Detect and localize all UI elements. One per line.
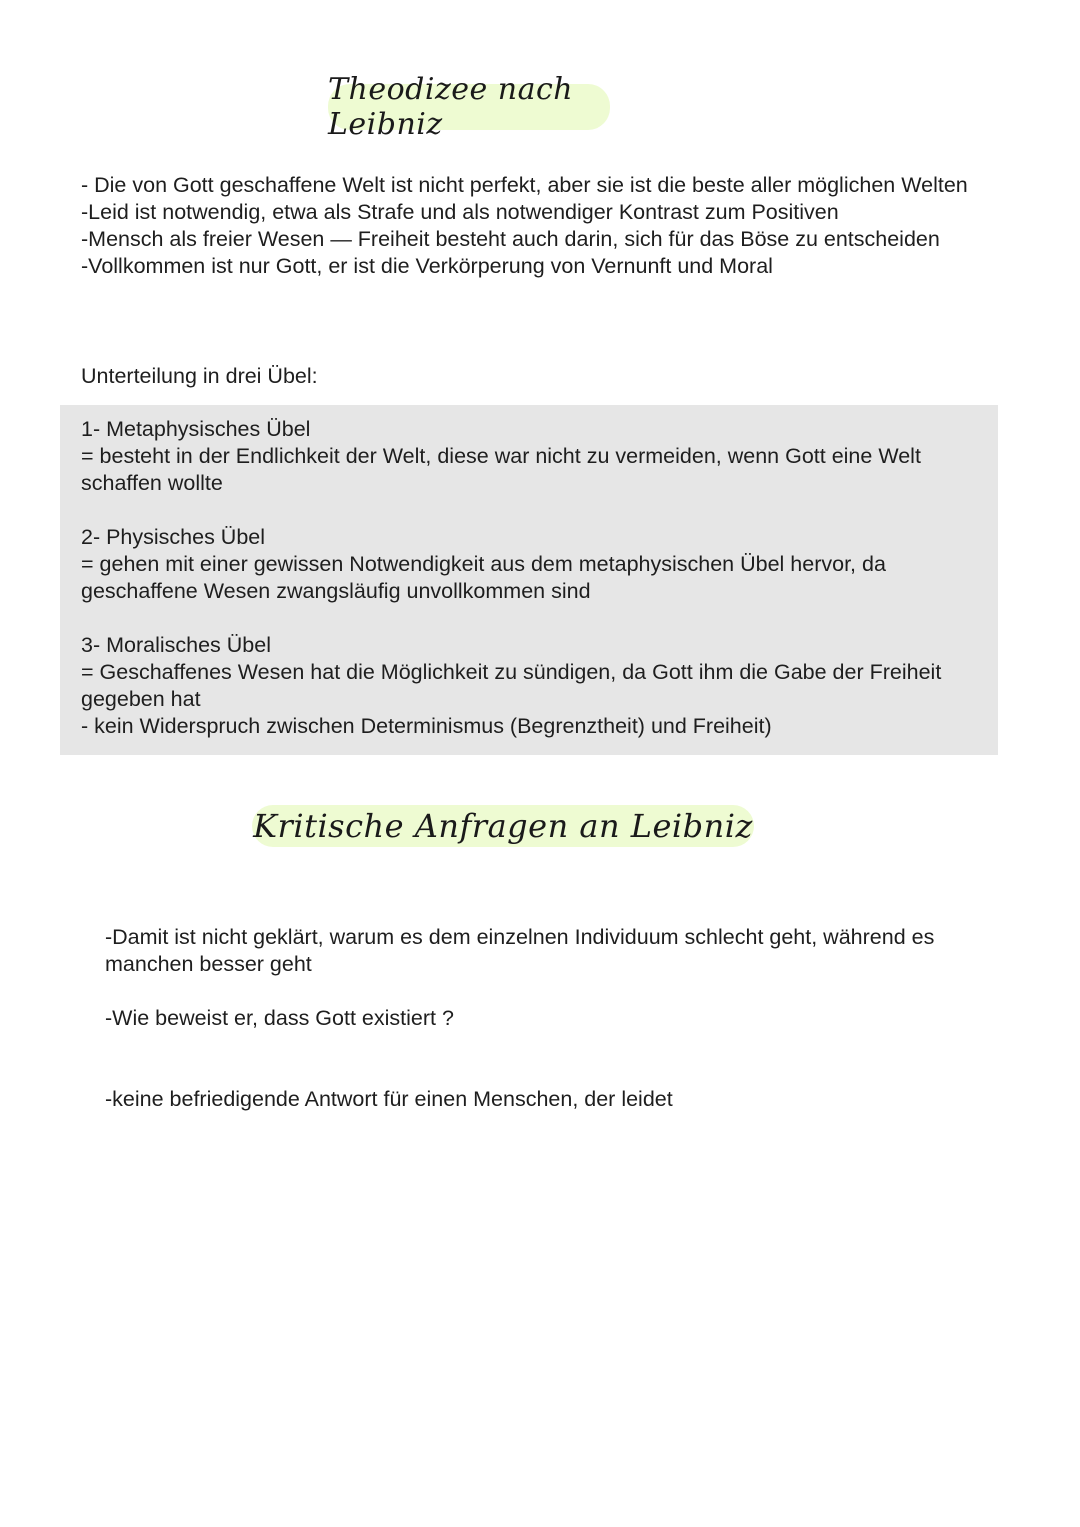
list-item: -Wie beweist er, dass Gott existiert ? bbox=[105, 1006, 454, 1030]
list-item: -Vollkommen ist nur Gott, er ist die Verkörperung von Vernunft und Moral bbox=[81, 254, 773, 278]
theodizee-points bbox=[81, 172, 981, 280]
list-item: -Mensch als freier Wesen — Freiheit besteht auch darin, sich für das Böse zu entscheiden bbox=[81, 227, 940, 251]
evil-heading: 3- Moralisches Übel bbox=[81, 633, 271, 657]
list-item: -Leid ist notwendig, etwa als Strafe und als notwendiger Kontrast zum Positiven bbox=[81, 200, 839, 224]
evils-box bbox=[60, 405, 998, 755]
evil-description: = besteht in der Endlichkeit der Welt, diese war nicht zu vermeiden, wenn Gott eine Welt schaffen wollte bbox=[81, 444, 921, 495]
list-item: - Die von Gott geschaffene Welt ist nicht perfekt, aber sie ist die beste aller möglichen Welten bbox=[81, 173, 968, 197]
evil-heading: 2- Physisches Übel bbox=[81, 525, 266, 549]
kritik-points bbox=[105, 924, 985, 1113]
section-title-kritik: Kritische Anfragen an Leibniz bbox=[253, 807, 753, 845]
evil-moral bbox=[81, 632, 961, 740]
evils-subheading: Unterteilung in drei Übel: bbox=[81, 364, 318, 388]
evil-metaphysical bbox=[81, 416, 961, 497]
evil-description: = Geschaffenes Wesen hat die Möglichkeit zu sündigen, da Gott ihm die Gabe der Freiheit gegeben hat bbox=[81, 660, 942, 711]
evil-description: = gehen mit einer gewissen Notwendigkeit aus dem metaphysischen Übel hervor, da geschaffene Wesen zwangsläufig unvollkommen sind bbox=[81, 552, 886, 603]
list-item: -Damit ist nicht geklärt, warum es dem einzelnen Individuum schlecht geht, während es manchen besser geht bbox=[105, 925, 935, 976]
evil-heading: 1- Metaphysisches Übel bbox=[81, 417, 311, 441]
evil-physical bbox=[81, 524, 961, 605]
section-title-theodizee: Theodizee nach Leibniz bbox=[328, 84, 610, 130]
evil-note: - kein Widerspruch zwischen Determinismus (Begrenztheit) und Freiheit) bbox=[81, 714, 772, 738]
list-item: -keine befriedigende Antwort für einen Menschen, der leidet bbox=[105, 1087, 673, 1111]
